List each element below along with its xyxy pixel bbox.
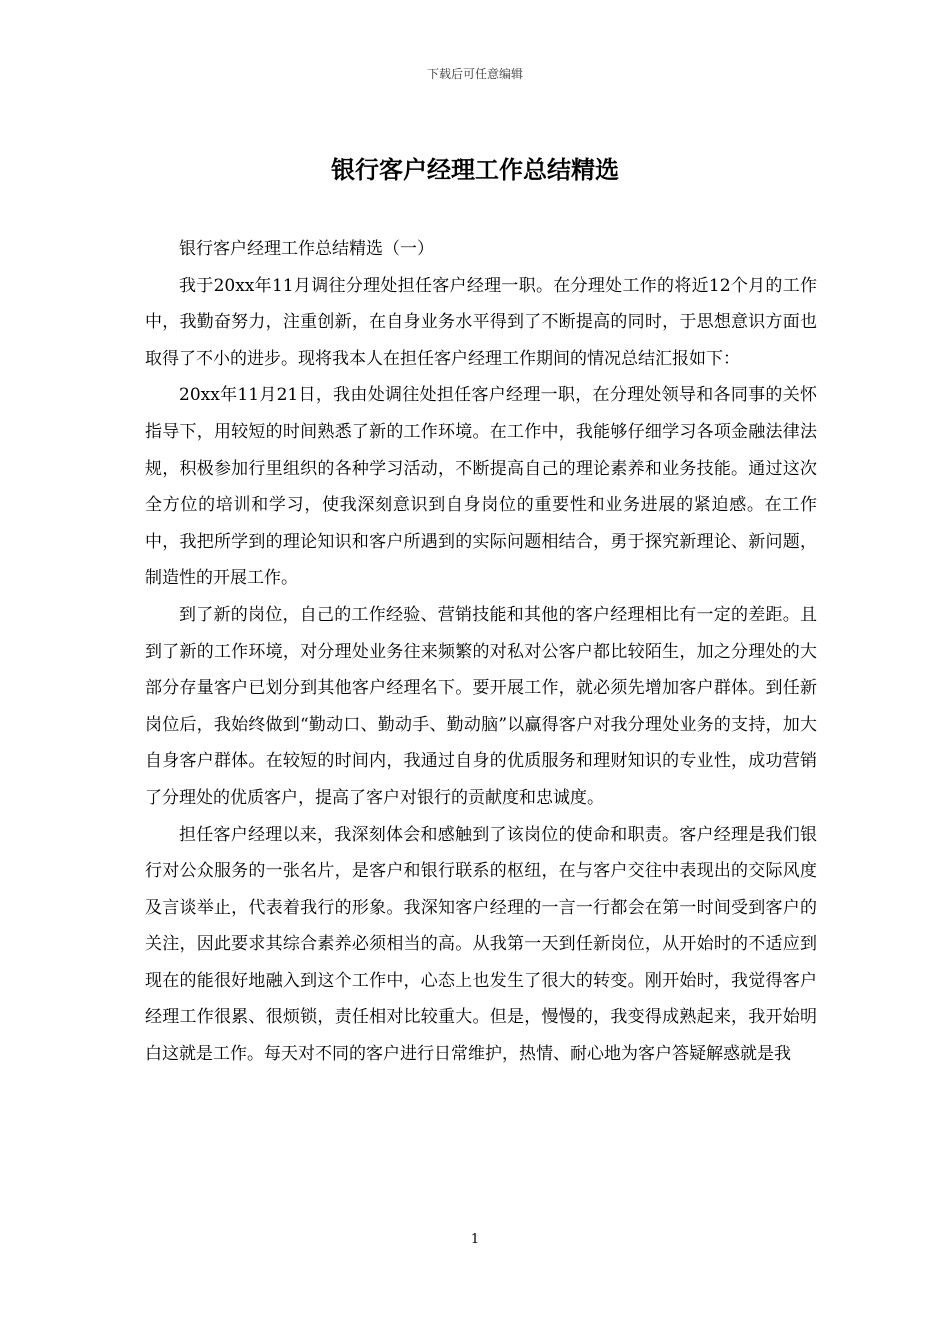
document-title: 银行客户经理工作总结精选 bbox=[331, 155, 619, 184]
page-number: 1 bbox=[470, 1232, 480, 1247]
paragraph: 我于20xx年11月调往分理处担任客户经理一职。在分理处工作的将近12个月的工作中，我勤奋努力，注重创新，在自身业务水平得到了不断提高的同时，于思想意识方面也取得了不小的进步。现将我本人在担任客户经理工作期间的情况总结汇报如下： bbox=[145, 275, 817, 369]
document-body bbox=[145, 231, 817, 1073]
header-note: 下载后可任意编辑 bbox=[426, 67, 523, 81]
paragraph: 20xx年11月21日，我由处调往处担任客户经理一职，在分理处领导和各同事的关怀指导下，用较短的时间熟悉了新的工作环境。在工作中，我能够仔细学习各项金融法律法规，积极参加行里组织的各种学习活动，不断提高自己的理论素养和业务技能。通过这次全方位的培训和学习，使我深刻意识到自身岗位的重要性和业务进展的紧迫感。在工作中，我把所学到的理论知识和客户所遇到的实际问题相结合，勇于探究新理论、新问题，制造性的开展工作。 bbox=[145, 385, 817, 589]
section-heading: 银行客户经理工作总结精选（一） bbox=[179, 239, 434, 259]
paragraph: 担任客户经理以来，我深刻体会和感触到了该岗位的使命和职责。客户经理是我们银行对公众服务的一张名片，是客户和银行联系的枢纽，在与客户交往中表现出的交际风度及言谈举止，代表着我行的形象。我深知客户经理的一言一行都会在第一时间受到客户的关注，因此要求其综合素养必须相当的高。从我第一天到任新岗位，从开始时的不适应到现在的能很好地融入到这个工作中，心态上也发生了很大的转变。刚开始时，我觉得客户经理工作很累、很烦锁，责任相对比较重大。但是，慢慢的，我变得成熟起来，我开始明白这就是工作。每天对不同的客户进行日常维护，热情、耐心地为客户答疑解惑就是我 bbox=[145, 824, 817, 1065]
paragraph: 到了新的岗位，自己的工作经验、营销技能和其他的客户经理相比有一定的差距。且到了新的工作环境，对分理处业务往来频繁的对私对公客户都比较陌生，加之分理处的大部分存量客户已划分到其他客户经理名下。要开展工作，就必须先增加客户群体。到任新岗位后，我始终做到“勤动口、勤动手、勤动脑”以赢得客户对我分理处业务的支持，加大自身客户群体。在较短的时间内，我通过自身的优质服务和理财知识的专业性，成功营销了分理处的优质客户，提高了客户对银行的贡献度和忠诚度。 bbox=[145, 604, 817, 808]
